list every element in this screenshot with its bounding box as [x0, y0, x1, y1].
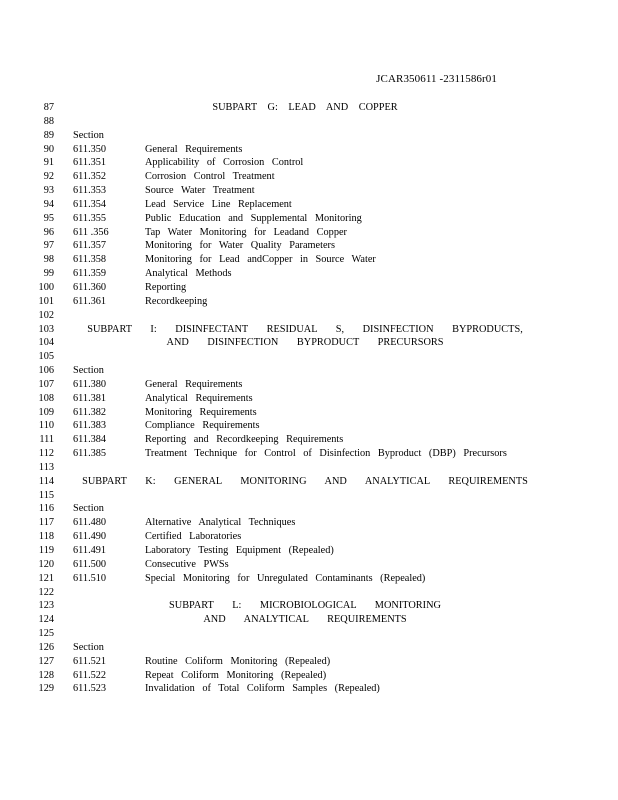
section-title: Repeat Coliform Monitoring (Repealed) — [145, 669, 327, 681]
line-number: 124 — [38, 614, 54, 626]
document-line — [0, 572, 618, 586]
document-line — [0, 226, 618, 240]
line-number: 88 — [43, 115, 54, 127]
document-line — [0, 461, 618, 475]
line-number: 102 — [38, 309, 54, 321]
section-number: 611.361 — [73, 295, 107, 307]
section-number: 611.510 — [73, 572, 107, 584]
section-number: 611 .356 — [73, 226, 109, 238]
document-line — [0, 129, 618, 143]
section-title: Certified Laboratories — [145, 531, 242, 543]
line-number: 118 — [38, 531, 54, 543]
section-title: Monitoring for Lead andCopper in Source Water — [145, 254, 376, 266]
document-line — [0, 558, 618, 572]
section-number: 611.355 — [73, 212, 107, 224]
line-number: 123 — [38, 600, 54, 612]
line-number: 89 — [43, 129, 54, 141]
document-line — [0, 378, 618, 392]
section-title: Analytical Requirements — [145, 392, 253, 404]
line-number: 119 — [38, 545, 54, 556]
line-number: 91 — [43, 157, 54, 169]
line-number: 94 — [43, 198, 54, 210]
line-number: 114 — [38, 475, 54, 487]
section-number: 611.353 — [73, 185, 107, 197]
document-code: JCAR350611 -2311586r01 — [376, 73, 497, 85]
document-line — [0, 253, 618, 267]
section-number: 611.352 — [73, 171, 107, 183]
document-line — [0, 115, 618, 129]
document-line — [0, 599, 618, 613]
document-line — [0, 309, 618, 323]
section-number: 611.384 — [73, 434, 107, 446]
document-line — [0, 489, 618, 503]
section-title: Public Education and Supplemental Monitoring — [145, 212, 362, 224]
document-line — [0, 502, 618, 516]
section-title: Source Water Treatment — [145, 185, 255, 197]
section-title: General Requirements — [145, 378, 243, 390]
document-line — [0, 669, 618, 683]
section-title: Invalidation of Total Coliform Samples (Repealed) — [145, 683, 380, 695]
line-number: 121 — [38, 572, 54, 584]
document-line — [0, 544, 618, 558]
line-number: 115 — [38, 489, 54, 501]
line-number: 111 — [39, 434, 54, 446]
document-line — [0, 239, 618, 253]
section-column-label: Section — [73, 641, 104, 653]
section-title: Alternative Analytical Techniques — [145, 517, 296, 529]
section-number: 611.354 — [73, 198, 107, 210]
line-number: 112 — [38, 448, 54, 460]
section-title: Corrosion Control Treatment — [145, 171, 275, 183]
section-column-label: Section — [73, 129, 104, 141]
document-line — [0, 613, 618, 627]
subpart-heading: SUBPART G: LEAD AND COPPER — [212, 102, 398, 113]
document-line — [0, 655, 618, 669]
section-number: 611.500 — [73, 558, 107, 570]
line-number: 120 — [38, 558, 54, 570]
document-line — [0, 198, 618, 212]
line-number: 87 — [43, 102, 54, 113]
section-title: Analytical Methods — [145, 268, 232, 280]
line-number: 101 — [38, 295, 54, 307]
section-number: 611.357 — [73, 240, 107, 252]
section-number: 611.480 — [73, 517, 107, 529]
section-title: General Requirements — [145, 143, 243, 155]
line-number: 100 — [38, 281, 54, 293]
document-line — [0, 682, 618, 696]
document-line — [0, 530, 618, 544]
section-number: 611.358 — [73, 254, 107, 266]
section-number: 611.490 — [73, 531, 107, 543]
section-title: Applicability of Corrosion Control — [145, 157, 304, 169]
line-number: 90 — [43, 143, 54, 155]
document-line — [0, 156, 618, 170]
document-line — [0, 586, 618, 600]
line-number: 125 — [38, 628, 54, 640]
subpart-heading: SUBPART L: MICROBIOLOGICAL MONITORING — [169, 600, 441, 612]
numbered-lines — [0, 101, 618, 696]
line-number: 108 — [38, 392, 54, 404]
section-number: 611.521 — [73, 655, 107, 667]
section-title: Compliance Requirements — [145, 420, 260, 432]
section-title: Reporting — [145, 281, 187, 293]
line-number: 92 — [43, 171, 54, 183]
document-line — [0, 419, 618, 433]
document-line — [0, 281, 618, 295]
line-number: 126 — [38, 641, 54, 653]
section-column-label: Section — [73, 365, 104, 377]
subpart-heading: AND DISINFECTION BYPRODUCT PRECURSORS — [166, 337, 444, 349]
line-number: 95 — [43, 212, 54, 224]
section-number: 611.351 — [73, 157, 107, 169]
section-number: 611.523 — [73, 683, 107, 695]
section-title: Lead Service Line Replacement — [145, 198, 292, 210]
document-line — [0, 406, 618, 420]
section-number: 611.522 — [73, 669, 107, 681]
line-number: 107 — [38, 378, 54, 390]
section-number: 611.380 — [73, 378, 107, 390]
document-line — [0, 336, 618, 350]
line-number: 106 — [38, 365, 54, 377]
line-number: 113 — [38, 461, 54, 473]
section-title: Tap Water Monitoring for Leadand Copper — [145, 226, 347, 238]
section-title: Special Monitoring for Unregulated Contaminants (Repealed) — [145, 572, 426, 584]
document-line — [0, 323, 618, 337]
line-number: 128 — [38, 669, 54, 681]
document-line — [0, 475, 618, 489]
document-line — [0, 350, 618, 364]
section-number: 611.383 — [73, 420, 107, 432]
line-number: 116 — [38, 503, 54, 515]
document-line — [0, 184, 618, 198]
line-number: 96 — [43, 226, 54, 238]
document-line — [0, 101, 618, 115]
section-title: Laboratory Testing Equipment (Repealed) — [145, 545, 334, 556]
line-number: 99 — [43, 268, 54, 280]
section-title: Recordkeeping — [145, 295, 208, 307]
section-title: Monitoring for Water Quality Parameters — [145, 240, 335, 252]
line-number: 117 — [38, 517, 54, 529]
line-number: 109 — [38, 406, 54, 418]
document-line — [0, 392, 618, 406]
document-line — [0, 516, 618, 530]
document-line — [0, 267, 618, 281]
line-number: 97 — [43, 240, 54, 252]
line-number: 105 — [38, 351, 54, 363]
line-number: 127 — [38, 655, 54, 667]
subpart-heading: SUBPART I: DISINFECTANT RESIDUAL S, DISINFECTION BYPRODUCTS, — [87, 323, 523, 335]
section-title: Treatment Technique for Control of Disinfection Byproduct (DBP) Precursors — [145, 448, 507, 460]
line-number: 122 — [38, 586, 54, 598]
section-number: 611.360 — [73, 281, 107, 293]
section-title: Consecutive PWSs — [145, 558, 229, 570]
document-line — [0, 627, 618, 641]
document-line — [0, 364, 618, 378]
line-number: 104 — [38, 337, 54, 349]
section-title: Reporting and Recordkeeping Requirements — [145, 434, 344, 446]
document-line — [0, 143, 618, 157]
section-number: 611.382 — [73, 406, 107, 418]
document-line — [0, 433, 618, 447]
line-number: 103 — [38, 323, 54, 335]
document-line — [0, 447, 618, 461]
section-number: 611.381 — [73, 392, 107, 404]
subpart-heading: AND ANALYTICAL REQUIREMENTS — [203, 614, 407, 626]
document-line — [0, 641, 618, 655]
document-line — [0, 170, 618, 184]
section-number: 611.491 — [73, 545, 107, 556]
section-number: 611.385 — [73, 448, 107, 460]
section-number: 611.350 — [73, 143, 107, 155]
section-title: Monitoring Requirements — [145, 406, 257, 418]
line-number: 93 — [43, 185, 54, 197]
line-number: 98 — [43, 254, 54, 266]
subpart-heading: SUBPART K: GENERAL MONITORING AND ANALYTICAL REQUIREMENTS — [82, 475, 528, 487]
document-line — [0, 295, 618, 309]
line-number: 110 — [38, 420, 54, 432]
section-column-label: Section — [73, 503, 104, 515]
document-line — [0, 212, 618, 226]
section-number: 611.359 — [73, 268, 107, 280]
line-number: 129 — [38, 683, 54, 695]
section-title: Routine Coliform Monitoring (Repealed) — [145, 655, 331, 667]
